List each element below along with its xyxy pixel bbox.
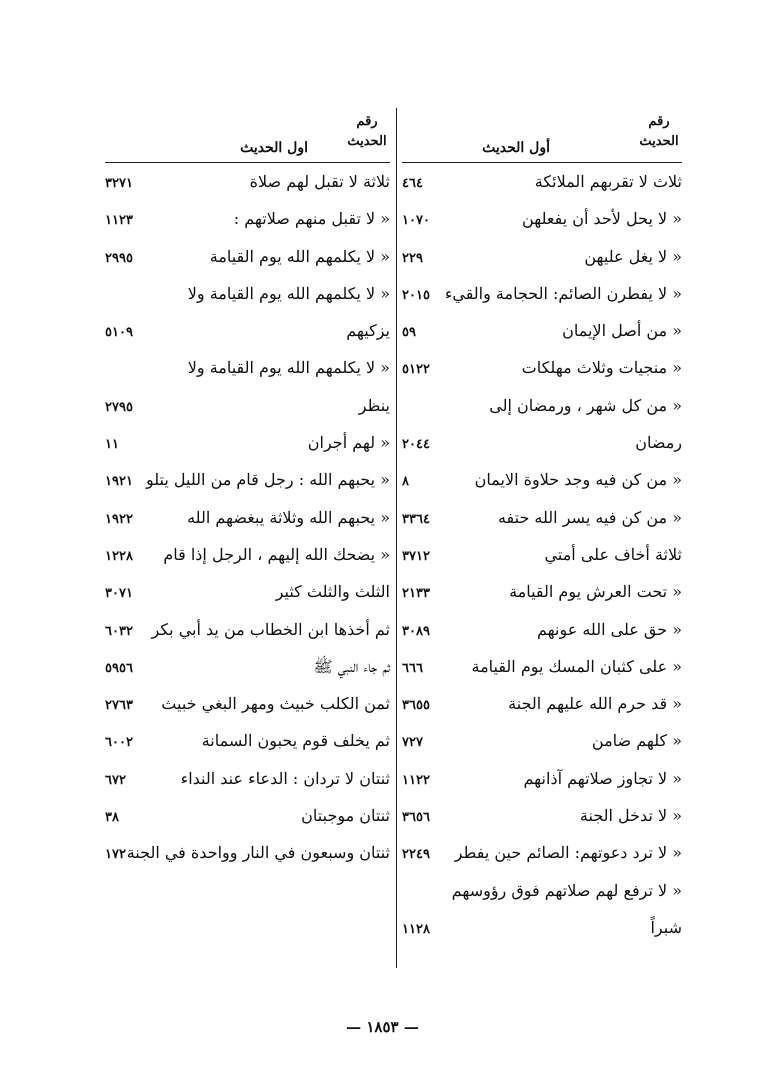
hadith-first-words: « لا تدخل الجنة (579, 806, 682, 826)
hadith-first-words: يزكيهم (346, 321, 390, 341)
index-entry (105, 427, 390, 464)
index-entry (105, 539, 390, 576)
index-entry (402, 278, 682, 315)
hadith-first-words: « لا يفطرن الصائم: الحجامة والقيء (444, 283, 682, 303)
first-words-header: أول الحديث (482, 140, 550, 156)
hadith-first-words: « لا يحل لأحد أن يفعلهن (522, 209, 682, 229)
hadith-first-words: ينظر (358, 395, 390, 415)
hadith-first-words: « كلهم ضامن (591, 731, 682, 751)
left-column-header (105, 112, 390, 166)
index-entry (105, 464, 390, 501)
index-entry (105, 837, 390, 874)
hadith-first-words: « منجيات وثلاث مهلكات (521, 358, 682, 378)
hadith-first-words: « من كن فيه وجد حلاوة الايمان (474, 470, 682, 490)
number-label: رقم (648, 114, 670, 129)
index-entry (105, 725, 390, 762)
number-label: رقم (356, 114, 378, 129)
right-column (402, 112, 682, 949)
hadith-number: ٢٧٦٣ (105, 698, 133, 714)
hadith-first-words: « من كل شهر ، ورمضان إلى (489, 395, 682, 415)
hadith-first-words: الثلث والثلث كثير (275, 582, 390, 602)
header-rule (105, 162, 390, 163)
hadith-first-words: رمضان (635, 433, 682, 453)
hadith-number: ٦٠٠٢ (105, 735, 133, 751)
hadith-number: ١٧٢ (105, 847, 126, 863)
hadith-number: ١١٢٢ (402, 772, 430, 788)
hadith-number: ٥٩ (402, 325, 416, 341)
hadith-number: ٣٧١٢ (402, 548, 430, 564)
index-entry (402, 837, 682, 874)
hadith-number: ٥٩٥٦ (105, 660, 133, 676)
index-entry (402, 166, 682, 203)
index-entry (402, 539, 682, 576)
hadith-number: ٢١٣٣ (402, 586, 430, 602)
hadith-number: ٢٠١٥ (402, 287, 430, 303)
index-entry (105, 800, 390, 837)
hadith-number: ١٩٢١ (105, 474, 133, 490)
index-entry (105, 203, 390, 240)
hadith-first-words: « يضحك الله إليهم ، الرجل إذا قام (163, 544, 390, 564)
index-entry (402, 875, 682, 912)
hadith-first-words: ثنتان وسبعون في النار وواحدة في الجنة (126, 843, 390, 863)
hadith-number: ٢٢٤٩ (402, 847, 430, 863)
hadith-number: ١٢٢٨ (105, 548, 133, 564)
index-entry (105, 614, 390, 651)
hadith-number: ١١٢٣ (105, 213, 133, 229)
hadith-first-words: ثنتان موجبتان (301, 806, 390, 826)
hadith-first-words: « لا تقبل منهم صلاتهم : (233, 209, 390, 229)
hadith-first-words: ثلاث لا تقربهم الملائكة (534, 172, 682, 191)
hadith-number: ١٠٧٠ (402, 213, 430, 229)
index-entry (105, 315, 390, 352)
index-entry (402, 725, 682, 762)
index-entry (402, 352, 682, 389)
index-entry (402, 315, 682, 352)
hadith-number: ٧٢٧ (402, 735, 423, 751)
hadith-number: ٢٧٩٥ (105, 399, 133, 415)
index-entry (105, 241, 390, 278)
hadith-number: ٥١٢٢ (402, 362, 430, 378)
hadith-first-words: ثمن الكلب خبيث ومهر البغي خبيث (161, 694, 390, 714)
hadith-first-words: « لهم أجران (307, 433, 390, 453)
hadith-number: ٣٨ (105, 810, 119, 826)
index-entry (402, 688, 682, 725)
hadith-first-words: « يحبهم الله : رجل قام من الليل يتلو (145, 470, 390, 490)
hadith-number: ٣٦٥٦ (402, 810, 430, 826)
right-entries (402, 166, 682, 949)
index-entry (402, 390, 682, 427)
index-entry (402, 427, 682, 464)
index-entry (402, 502, 682, 539)
hadith-number: ٥١٠٩ (105, 325, 133, 341)
left-column (105, 112, 390, 875)
hadith-first-words: « حق على الله عونهم (536, 619, 682, 639)
left-entries (105, 166, 390, 875)
hadith-number: ٣٠٧١ (105, 586, 133, 602)
hadith-first-words: « من أصل الإيمان (562, 321, 682, 341)
hadith-number-header (636, 112, 682, 152)
index-entry (105, 688, 390, 725)
index-entry (105, 352, 390, 389)
hadith-number: ٦٧٢ (105, 772, 126, 788)
hadith-first-words: ثم جاء النبي ﷺ (313, 656, 390, 676)
hadith-number: ٦٠٣٢ (105, 623, 133, 639)
page-number: — ١٨٥٣ — (346, 1018, 419, 1036)
hadith-first-words: « لا يغل عليهن (584, 246, 682, 266)
hadith-first-words: ثم يخلف قوم يحبون السمانة (201, 731, 390, 751)
index-entry (402, 614, 682, 651)
number-label-2: الحديث (639, 134, 679, 149)
index-entry (105, 278, 390, 315)
hadith-first-words: شبراً (650, 917, 682, 937)
hadith-first-words: « يحبهم الله وثلاثة يبغضهم الله (187, 507, 390, 527)
hadith-number: ٣٦٥٥ (402, 698, 430, 714)
index-entry (402, 651, 682, 688)
index-entry (105, 502, 390, 539)
index-entry (105, 576, 390, 613)
hadith-first-words: « لا ترفع لهم صلاتهم فوق رؤوسهم (451, 880, 682, 900)
hadith-number: ٦٦٦ (402, 660, 423, 676)
hadith-number: ٣٣٦٤ (402, 511, 430, 527)
index-entry (402, 241, 682, 278)
index-entry (402, 576, 682, 613)
hadith-first-words: « على كثبان المسك يوم القيامة (471, 656, 682, 676)
hadith-number: ٤٦٤ (402, 176, 423, 191)
hadith-number: ١٩٢٢ (105, 511, 133, 527)
hadith-number: ٣٠٨٩ (402, 623, 430, 639)
hadith-first-words: « لا تجاوز صلاتهم آذانهم (523, 768, 682, 788)
hadith-first-words: « لا ترد دعوتهم: الصائم حين يفطر (454, 843, 682, 863)
first-words-header: اول الحديث (240, 140, 308, 156)
column-divider (396, 108, 397, 968)
hadith-number: ٢٠٤٤ (402, 437, 430, 453)
hadith-first-words: ثنتان لا تردان : الدعاء عند النداء (180, 768, 390, 788)
index-entry (402, 912, 682, 949)
number-label-2: الحديث (347, 134, 387, 149)
hadith-number: ١١ (105, 437, 119, 453)
index-entry (105, 390, 390, 427)
hadith-first-words: « قد حرم الله عليهم الجنة (508, 694, 682, 714)
hadith-first-words: « تحت العرش يوم القيامة (509, 582, 682, 602)
hadith-first-words: « لا يكلمهم الله يوم القيامة ولا (187, 283, 390, 303)
hadith-first-words: « لا يكلمهم الله يوم القيامة ولا (187, 358, 390, 378)
hadith-number: ٨ (402, 474, 409, 490)
hadith-first-words: ثلاثة لا تقبل لهم صلاة (249, 172, 390, 191)
index-entry (105, 763, 390, 800)
hadith-first-words: « من كن فيه يسر الله حتفه (497, 507, 682, 527)
hadith-first-words: « لا يكلمهم الله يوم القيامة (209, 246, 390, 266)
index-entry (105, 651, 390, 688)
hadith-number: ٢٩٩٥ (105, 250, 133, 266)
index-entry (402, 464, 682, 501)
hadith-first-words: ثم أخذها ابن الخطاب من يد أبي بكر (151, 619, 390, 639)
right-column-header (402, 112, 682, 166)
hadith-first-words: ثلاثة أخاف على أمتي (544, 544, 682, 564)
hadith-number: ٣٢٧١ (105, 176, 133, 191)
index-entry (105, 166, 390, 203)
hadith-number: ٢٢٩ (402, 250, 423, 266)
header-rule (402, 162, 682, 163)
hadith-number-header (344, 112, 390, 152)
hadith-number: ١١٢٨ (402, 921, 430, 937)
index-entry (402, 800, 682, 837)
index-entry (402, 203, 682, 240)
index-entry (402, 763, 682, 800)
